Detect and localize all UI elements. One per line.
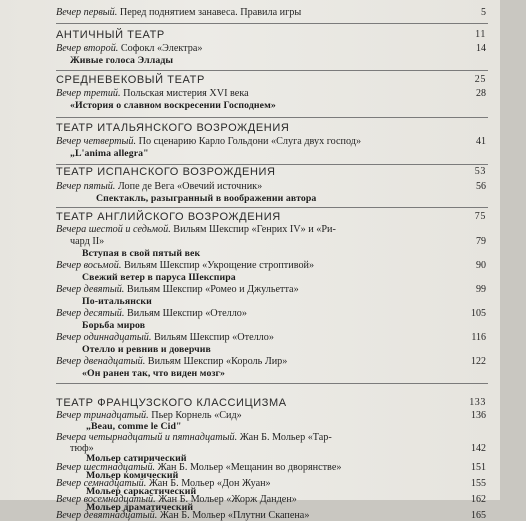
page-number: 99 bbox=[476, 284, 486, 295]
section-divider bbox=[56, 207, 488, 208]
page-number: 142 bbox=[471, 443, 486, 454]
entry-subtitle: Мольер драматический bbox=[86, 502, 194, 513]
page-number: 11 bbox=[475, 29, 486, 40]
page-number: 53 bbox=[474, 166, 486, 177]
page-number: 90 bbox=[476, 260, 486, 271]
entry-subtitle: Мольер саркастический bbox=[86, 486, 197, 497]
section-divider bbox=[56, 23, 488, 24]
entry-subtitle: Вступая в свой пятый век bbox=[82, 248, 201, 259]
page-number: 5 bbox=[481, 7, 486, 18]
toc-entry[interactable]: Вечер второй. Софокл «Электра» 14 bbox=[56, 43, 486, 54]
toc-entry[interactable]: Вечер восьмой. Вильям Шекспир «Укрощение строптивой» 90 bbox=[56, 260, 486, 271]
entry-subtitle: Мольер комический bbox=[86, 470, 179, 481]
page-number: 75 bbox=[474, 211, 486, 222]
entry-subtitle: «Он ранен так, что виден мозг» bbox=[82, 368, 226, 379]
page-number: 79 bbox=[476, 236, 486, 247]
section-divider bbox=[56, 164, 488, 165]
entry-title: Перед поднятием занавеса. Правила игры bbox=[117, 7, 302, 18]
page-number: 151 bbox=[471, 462, 486, 473]
page-number: 116 bbox=[471, 332, 486, 343]
section-heading: ТЕАТР ФРАНЦУЗСКОГО КЛАССИЦИЗМА 133 bbox=[56, 397, 486, 409]
toc-entry[interactable]: Вечер девятый. Вильям Шекспир «Ромео и Джульетта» 99 bbox=[56, 284, 486, 295]
toc-entry[interactable]: Вечер семнадцатый. Жан Б. Мольер «Дон Жуан» 155 bbox=[56, 478, 486, 489]
entry-subtitle: „L'anima allegra" bbox=[70, 148, 149, 159]
page-number: 105 bbox=[471, 308, 486, 319]
toc-entry-continued: чард II» 79 bbox=[70, 236, 486, 247]
section-heading: ТЕАТР ИТАЛЬЯНСКОГО ВОЗРОЖДЕНИЯ bbox=[56, 122, 290, 134]
toc-entry[interactable]: Вечер девятнадцатый. Жан Б. Мольер «Плутни Скапена» 165 bbox=[56, 510, 486, 521]
toc-entry[interactable]: Вечер десятый. Вильям Шекспир «Отелло» 105 bbox=[56, 308, 486, 319]
section-divider bbox=[56, 70, 488, 71]
page-number: 155 bbox=[471, 478, 486, 489]
evening-label: Вечер первый. bbox=[56, 7, 118, 18]
entry-subtitle: Свежий ветер в паруса Шекспира bbox=[82, 272, 236, 283]
page-number: 122 bbox=[471, 356, 486, 367]
toc-entry[interactable]: Вечера шестой и седьмой. Вильям Шекспир «Генрих IV» и «Ри- bbox=[56, 224, 336, 235]
toc-entry[interactable] bbox=[56, 7, 486, 18]
toc-entry[interactable]: Вечера четырнадцатый и пятнадцатый. Жан Б. Мольер «Тар- bbox=[56, 432, 332, 443]
toc-entry[interactable]: Вечер шестнадцатый. Жан Б. Мольер «Мещанин во дворянстве» 151 bbox=[56, 462, 486, 473]
entry-subtitle: Отелло и ревнив и доверчив bbox=[82, 344, 211, 355]
entry-subtitle: «История о славном воскресении Господнем» bbox=[70, 100, 276, 111]
page-number: 136 bbox=[471, 410, 486, 421]
toc-entry[interactable]: Вечер одиннадцатый. Вильям Шекспир «Отелло» 116 bbox=[56, 332, 486, 343]
toc-entry-continued: тюф» 142 bbox=[70, 443, 486, 454]
section-heading: ТЕАТР АНГЛИЙСКОГО ВОЗРОЖДЕНИЯ 75 bbox=[56, 211, 486, 223]
toc-entry[interactable]: Вечер тринадцатый. Пьер Корнель «Сид» 136 bbox=[56, 410, 486, 421]
section-heading: СРЕДНЕВЕКОВЫЙ ТЕАТР 25 bbox=[56, 74, 486, 86]
page-number: 165 bbox=[471, 510, 486, 521]
toc-entry[interactable]: Вечер третий. Польская мистерия XVI века 28 bbox=[56, 88, 486, 99]
page-number: 41 bbox=[476, 136, 486, 147]
page-number: 133 bbox=[469, 397, 486, 408]
entry-subtitle: По-итальянски bbox=[82, 296, 152, 307]
section-divider bbox=[56, 383, 488, 384]
section-heading: ТЕАТР ИСПАНСКОГО ВОЗРОЖДЕНИЯ 53 bbox=[56, 166, 486, 178]
page-number: 28 bbox=[476, 88, 486, 99]
page-number: 56 bbox=[476, 181, 486, 192]
entry-subtitle: Живые голоса Эллады bbox=[70, 55, 174, 66]
toc-entry[interactable]: Вечер восемнадцатый. Жан Б. Мольер «Жорж Данден» 162 bbox=[56, 494, 486, 505]
entry-subtitle: Мольер сатирический bbox=[86, 453, 187, 464]
entry-subtitle: „Beau, comme le Cid" bbox=[86, 421, 182, 432]
page-number: 14 bbox=[476, 43, 486, 54]
page-number: 25 bbox=[474, 74, 486, 85]
toc-entry[interactable]: Вечер пятый. Лопе де Вега «Овечий источник» 56 bbox=[56, 181, 486, 192]
section-heading: АНТИЧНЫЙ ТЕАТР 11 bbox=[56, 29, 486, 41]
toc-entry[interactable]: Вечер четвертый. По сценарию Карло Гольдони «Слуга двух господ» 41 bbox=[56, 136, 486, 147]
entry-subtitle: Борьба миров bbox=[82, 320, 146, 331]
page-number: 162 bbox=[471, 494, 486, 505]
section-divider bbox=[56, 117, 488, 118]
entry-subtitle: Спектакль, разыгранный в воображении автора bbox=[96, 193, 317, 204]
toc-entry[interactable]: Вечер двенадцатый. Вильям Шекспир «Король Лир» 122 bbox=[56, 356, 486, 367]
